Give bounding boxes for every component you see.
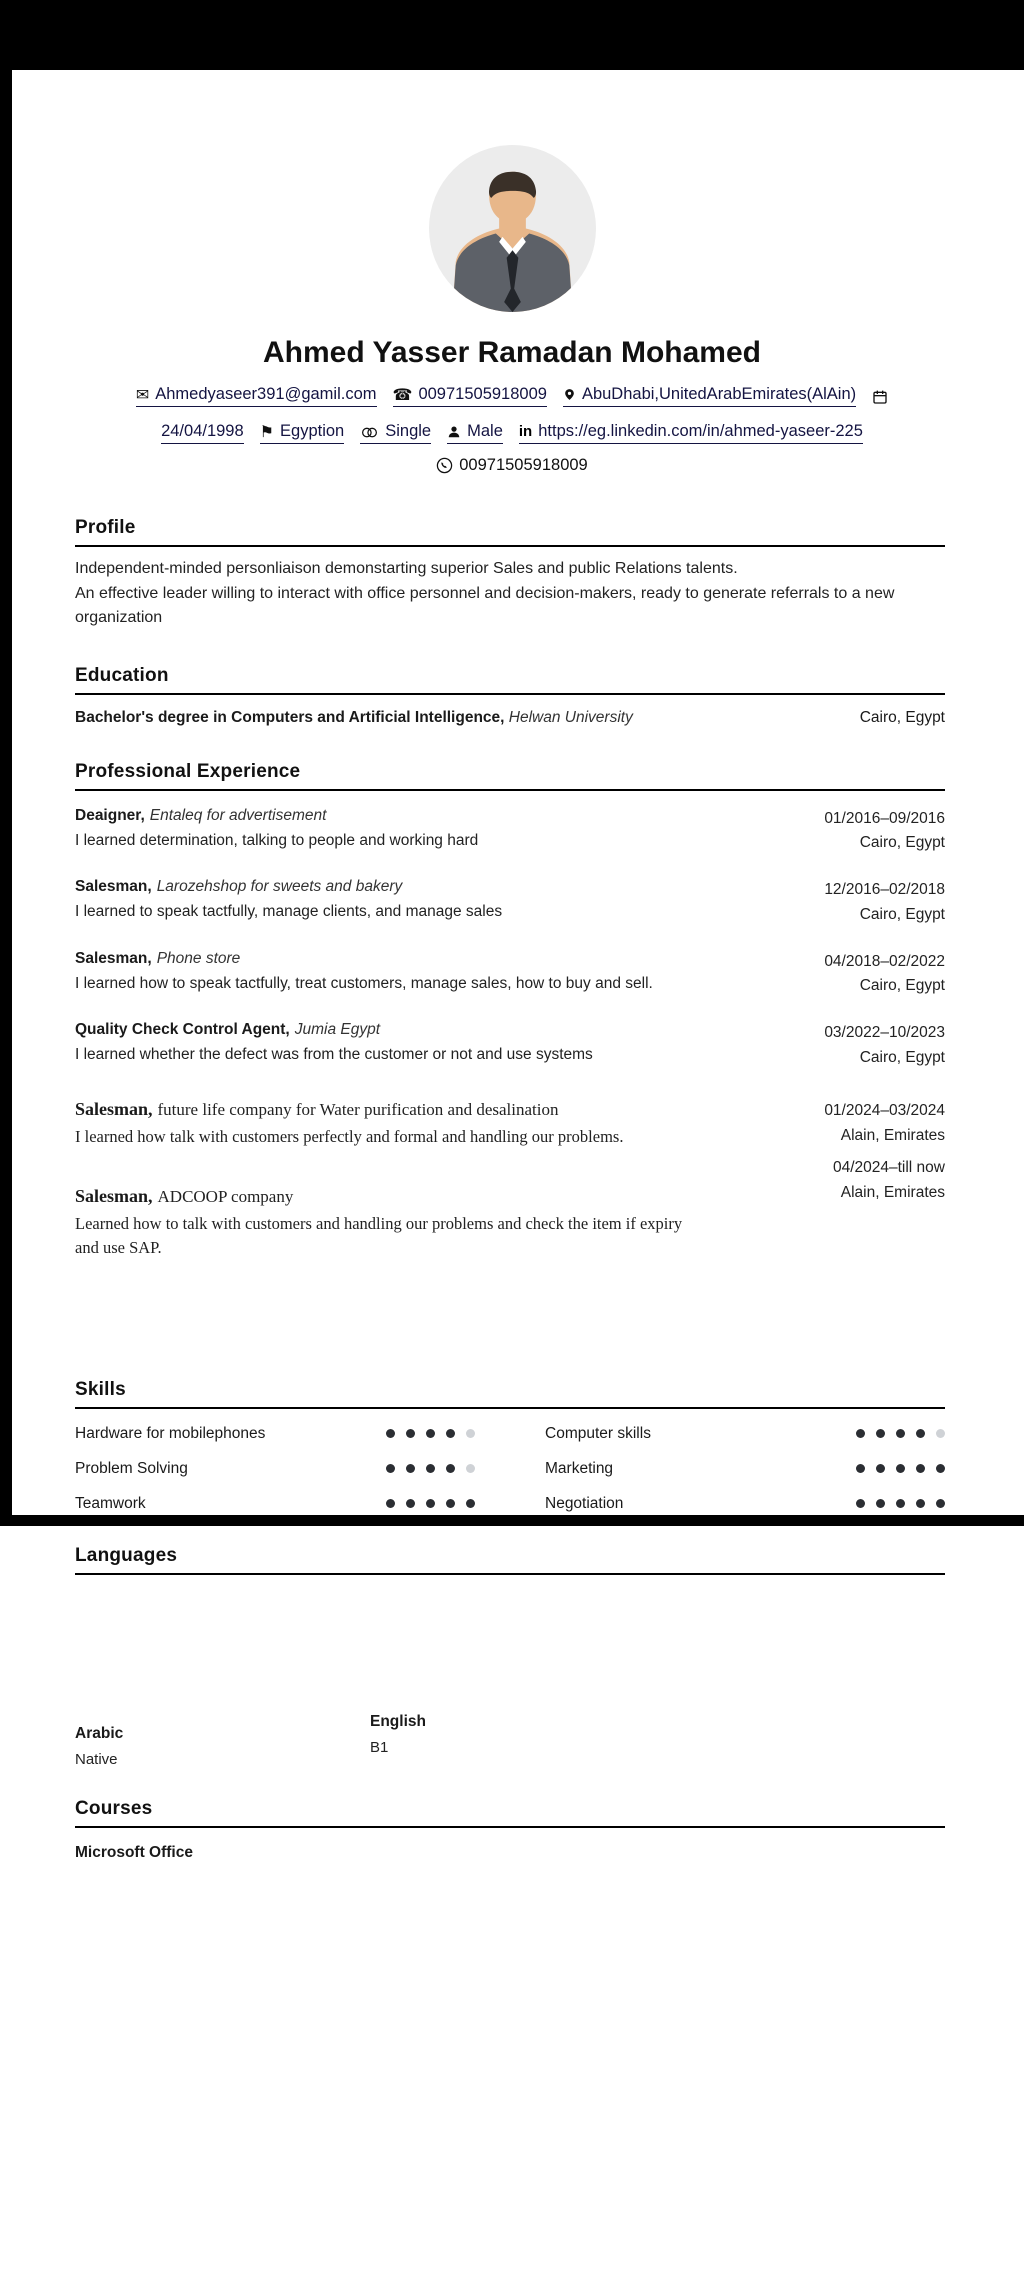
nationality-item — [260, 422, 345, 444]
envelope-icon: ✉ — [135, 384, 150, 404]
linkedin-item — [519, 422, 863, 444]
contact-line-1 — [0, 385, 1024, 407]
nationality-link[interactable]: Egyption — [280, 422, 345, 440]
job-description: I learned determination, talking to people and working hard — [75, 831, 479, 849]
languages-section-title: Languages — [75, 1545, 945, 1575]
skill-rating-dots — [856, 1464, 945, 1473]
linkedin-icon: in — [518, 423, 533, 440]
skill-item — [545, 1460, 945, 1478]
job-company: Phone store — [156, 949, 241, 967]
marital-status-link[interactable]: Single — [385, 422, 432, 440]
school-name: Helwan University — [508, 708, 633, 726]
contact-line-2 — [0, 422, 1024, 444]
experience-entry — [75, 1099, 945, 1149]
skill-label: Teamwork — [75, 1494, 146, 1512]
languages-list — [75, 1712, 945, 1768]
education-location: Cairo, Egypt — [859, 708, 945, 726]
job-location: Cairo, Egypt — [859, 977, 945, 995]
job-role: Salesman, — [75, 1186, 153, 1207]
gender-item — [447, 422, 503, 444]
skill-rating-dots — [386, 1499, 475, 1508]
person-icon — [447, 425, 461, 439]
skills-grid — [75, 1425, 945, 1513]
rings-icon — [360, 425, 379, 439]
experience-entry — [75, 950, 945, 1000]
profile-photo-image — [429, 145, 596, 312]
profile-text — [75, 557, 945, 631]
experience-entry — [75, 807, 945, 857]
skill-item — [545, 1425, 945, 1443]
skill-item — [545, 1495, 945, 1513]
skill-item — [75, 1460, 475, 1478]
skills-section-title: Skills — [75, 1379, 945, 1409]
job-dates: 04/2018–02/2022 — [824, 952, 945, 970]
skill-rating-dots — [386, 1464, 475, 1473]
job-location: Cairo, Egypt — [859, 1049, 945, 1067]
job-description: I learned how to speak tactfully, treat customers, manage sales, how to buy and sell. — [75, 974, 653, 992]
location-pin-icon — [563, 386, 576, 403]
profile-photo — [429, 145, 596, 312]
gender-link[interactable]: Male — [467, 422, 503, 440]
language-item — [75, 1725, 370, 1768]
phone-item — [393, 385, 547, 407]
contact-line-3 — [0, 456, 1024, 477]
skill-label: Problem Solving — [75, 1459, 188, 1477]
phone-icon: ☎ — [392, 384, 413, 404]
experience-entry — [75, 1021, 945, 1071]
linkedin-link[interactable]: https://eg.linkedin.com/in/ahmed-yaseer-225 — [538, 422, 863, 440]
whatsapp-icon — [436, 457, 453, 474]
job-location: Alain, Emirates — [840, 1184, 945, 1202]
skill-item — [75, 1425, 475, 1443]
job-company: Larozehshop for sweets and bakery — [156, 878, 403, 896]
job-role: Salesman, — [75, 949, 152, 967]
email-link[interactable]: Ahmedyaseer391@gamil.com — [155, 385, 377, 403]
education-entry — [75, 709, 945, 727]
job-company: ADCOOP company — [157, 1187, 294, 1207]
profile-text-line2: An effective leader willing to interact with office personnel and decision-makers, ready to generate referrals to a new organization — [75, 584, 895, 626]
profile-section-title: Profile — [75, 517, 945, 547]
skill-label: Hardware for mobilephones — [75, 1424, 266, 1442]
experience-section — [75, 761, 945, 1259]
job-dates: 04/2024–till now — [832, 1159, 945, 1177]
language-item — [370, 1713, 426, 1768]
job-location: Cairo, Egypt — [859, 834, 945, 852]
job-role: Salesman, — [75, 878, 152, 896]
job-dates: 01/2024–03/2024 — [824, 1101, 945, 1119]
skill-rating-dots — [386, 1429, 475, 1438]
experience-entry — [75, 878, 945, 928]
flag-icon: ⚑ — [259, 421, 275, 441]
phone-link[interactable]: 00971505918009 — [418, 385, 547, 403]
skill-label: Marketing — [545, 1459, 614, 1477]
address-link[interactable]: AbuDhabi,UnitedArabEmirates(AlAin) — [581, 385, 857, 403]
experience-entry — [75, 1156, 945, 1258]
job-company: Entaleq for advertisement — [149, 806, 327, 824]
language-name: English — [370, 1712, 426, 1730]
language-level: B1 — [370, 1738, 389, 1756]
job-location: Alain, Emirates — [840, 1126, 945, 1144]
course-item: Microsoft Office — [75, 1843, 193, 1861]
whatsapp-number[interactable]: 00971505918009 — [459, 456, 588, 474]
candidate-name: Ahmed Yasser Ramadan Mohamed — [263, 336, 761, 369]
languages-section — [75, 1545, 945, 1768]
marital-status-item — [360, 422, 431, 444]
education-section — [75, 665, 945, 727]
skill-label: Computer skills — [545, 1424, 651, 1442]
job-role: Salesman, — [75, 1098, 153, 1119]
skill-rating-dots — [856, 1429, 945, 1438]
skill-item — [75, 1495, 475, 1513]
job-description: I learned whether the defect was from the customer or not and use systems — [75, 1046, 593, 1064]
language-name: Arabic — [75, 1724, 124, 1742]
experience-section-title: Professional Experience — [75, 761, 945, 791]
birthdate-item — [161, 422, 244, 444]
job-company: future life company for Water purification and desalination — [157, 1099, 559, 1119]
job-dates: 03/2022–10/2023 — [824, 1024, 945, 1042]
profile-text-line1: Independent-minded personliaison demonstarting superior Sales and public Relations talents. — [75, 560, 738, 577]
education-section-title: Education — [75, 665, 945, 695]
skill-rating-dots — [856, 1499, 945, 1508]
resume-page — [0, 70, 1024, 1862]
skills-section — [75, 1379, 945, 1513]
job-role: Deaigner, — [75, 806, 145, 824]
job-company: Jumia Egypt — [294, 1021, 381, 1039]
birthdate-link[interactable]: 24/04/1998 — [161, 422, 244, 440]
job-description: Learned how to talk with customers and handling our problems and check the item if expiry and use SAP. — [75, 1214, 683, 1257]
job-role: Quality Check Control Agent, — [75, 1021, 290, 1039]
degree-name: Bachelor's degree in Computers and Artificial Intelligence, — [75, 708, 505, 726]
courses-section-title: Courses — [75, 1798, 945, 1828]
job-dates: 01/2016–09/2016 — [824, 809, 945, 827]
whatsapp-item — [436, 456, 587, 477]
job-location: Cairo, Egypt — [859, 905, 945, 923]
skill-label: Negotiation — [545, 1494, 624, 1512]
job-dates: 12/2016–02/2018 — [824, 881, 945, 899]
address-item — [563, 385, 856, 407]
calendar-icon — [872, 389, 888, 405]
calendar-item — [872, 389, 888, 407]
job-description: I learned to speak tactfully, manage clients, and manage sales — [75, 903, 503, 921]
language-level: Native — [75, 1750, 118, 1768]
job-description: I learned how talk with customers perfectly and formal and handling our problems. — [75, 1126, 624, 1146]
courses-section — [75, 1798, 945, 1862]
top-black-bar — [0, 0, 1024, 70]
profile-section — [75, 517, 945, 631]
email-item — [136, 385, 377, 407]
